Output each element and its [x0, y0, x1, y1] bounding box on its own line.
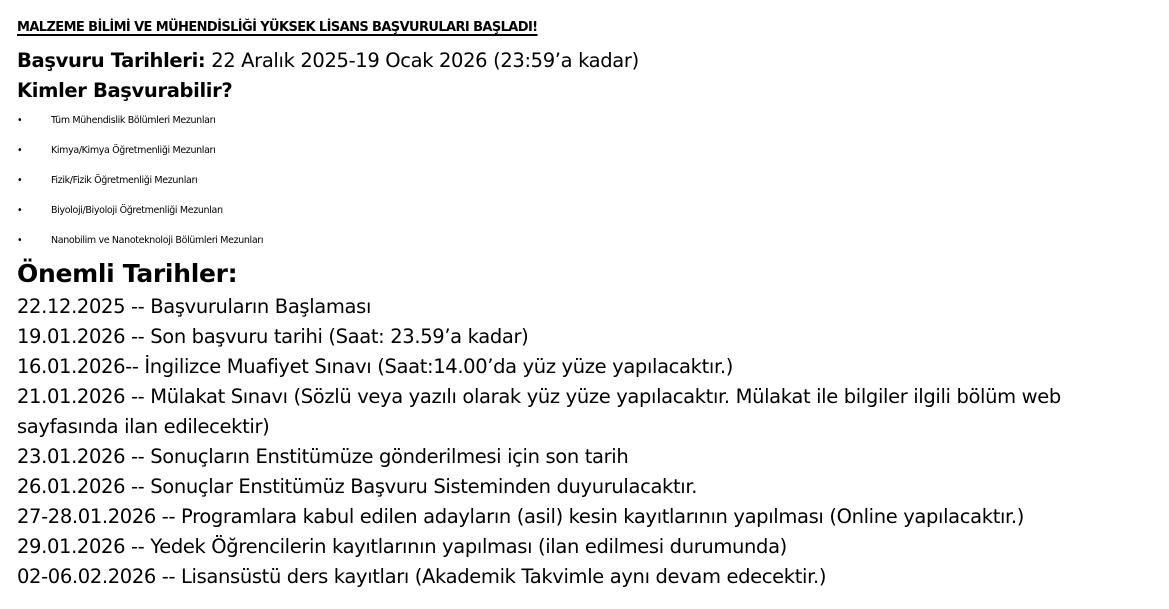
eligibility-item-text: Tüm Mühendislik Bölümleri Mezunları [51, 115, 216, 126]
eligibility-item [17, 196, 1169, 226]
bullet-icon: • [17, 115, 23, 126]
eligibility-heading: Kimler Başvurabilir? [17, 79, 233, 102]
bullet-icon: • [17, 145, 23, 156]
date-item: 23.01.2026 -- Sonuçların Enstitümüze gönderilmesi için son tarih [17, 445, 629, 468]
eligibility-item-text: Biyoloji/Biyoloji Öğretmenliği Mezunları [51, 205, 223, 216]
date-item: 02-06.02.2026 -- Lisansüstü ders kayıtları (Akademik Takvimle aynı devam edecektir.) [17, 565, 827, 588]
date-item: 19.01.2026 -- Son başvuru tarihi (Saat: 23.59’a kadar) [17, 325, 529, 348]
bullet-icon: • [17, 175, 23, 186]
eligibility-item [17, 166, 1169, 196]
date-item: 27-28.01.2026 -- Programlara kabul edilen adayların (asil) kesin kayıtlarının yapılması (Online yapılacaktır.) [17, 505, 1025, 528]
application-dates-label: Başvuru Tarihleri: [17, 49, 206, 72]
date-item: 21.01.2026 -- Mülakat Sınavı (Sözlü veya yazılı olarak yüz yüze yapılacaktır. Mülakat ile bilgiler ilgili bölüm web sayfasında ilan edilecektir) [17, 385, 1061, 438]
bullet-icon: • [17, 235, 23, 246]
date-item: 22.12.2025 -- Başvuruların Başlaması [17, 295, 372, 318]
eligibility-item-text: Kimya/Kimya Öğretmenliği Mezunları [51, 145, 216, 156]
eligibility-item [17, 136, 1169, 166]
page-title: MALZEME BİLİMİ VE MÜHENDİSLİĞİ YÜKSEK LİSANS BAŞVURULARI BAŞLADI! [17, 20, 538, 35]
eligibility-item-text: Fizik/Fizik Öğretmenliği Mezunları [51, 175, 198, 186]
application-dates [17, 46, 1169, 76]
eligibility-item [17, 226, 1169, 256]
eligibility-list [17, 106, 1169, 256]
application-dates-value: 22 Aralık 2025-19 Ocak 2026 (23:59’a kadar) [211, 49, 639, 72]
date-item: 29.01.2026 -- Yedek Öğrencilerin kayıtlarının yapılması (ilan edilmesi durumunda) [17, 535, 787, 558]
important-dates-heading: Önemli Tarihler: [17, 259, 238, 288]
date-item: 16.01.2026-- İngilizce Muafiyet Sınavı (Saat:14.00’da yüz yüze yapılacaktır.) [17, 355, 733, 378]
eligibility-item [17, 106, 1169, 136]
eligibility-item-text: Nanobilim ve Nanoteknoloji Bölümleri Mezunları [51, 235, 264, 246]
date-item: 26.01.2026 -- Sonuçlar Enstitümüz Başvuru Sisteminden duyurulacaktır. [17, 475, 698, 498]
bullet-icon: • [17, 205, 23, 216]
